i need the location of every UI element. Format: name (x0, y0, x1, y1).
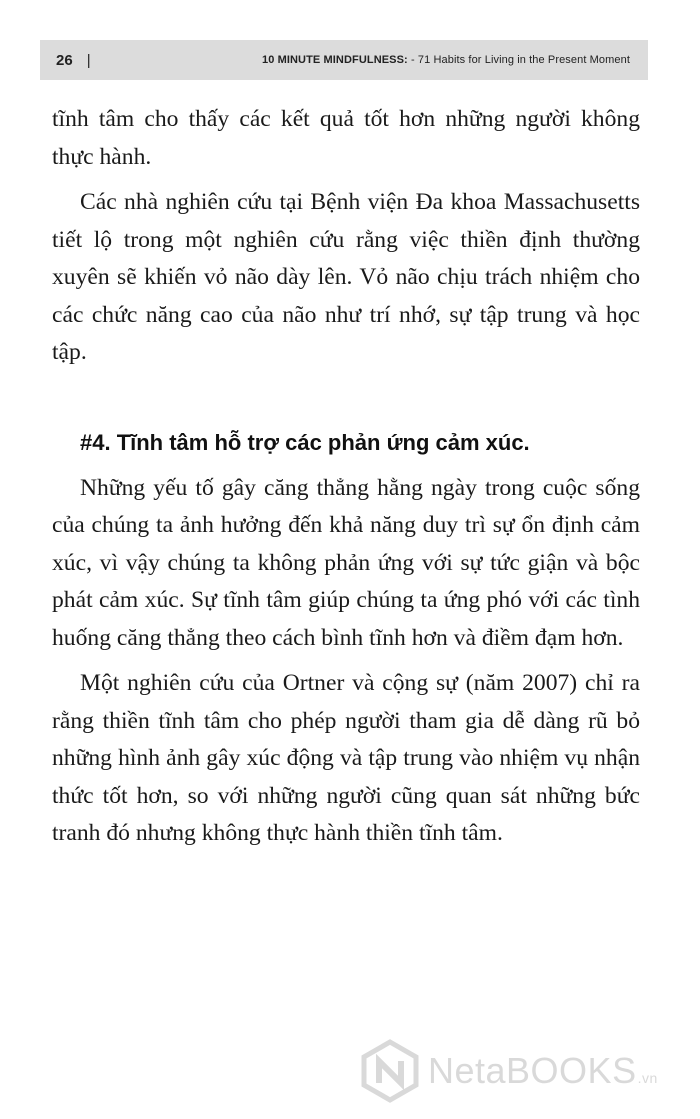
paragraph-continued: tĩnh tâm cho thấy các kết quả tốt hơn những người không thực hành. (52, 106, 640, 170)
book-subtitle: - 71 Habits for Living in the Present Moment (410, 54, 630, 66)
watermark (360, 1036, 690, 1106)
header-separator: | (86, 51, 91, 69)
paragraph-stressors: Những yếu tố gây căng thẳng hằng ngày trong cuộc sống của chúng ta ảnh hưởng đến khả năng duy trì sự ổn định cảm xúc, vì vậy chúng ta không phản ứng với sự tức giận và bộc phát cảm xúc. Sự tĩnh tâm giúp chúng ta ứng phó với các tình huống căng thẳng theo cách bình tĩnh hơn và điềm đạm hơn. (52, 474, 640, 651)
page-body (52, 101, 640, 853)
running-title (262, 54, 630, 66)
paragraph-massachusetts-study: Các nhà nghiên cứu tại Bệnh viện Đa khoa Massachusetts tiết lộ trong một nghiên cứu rằng việc thiền định thường xuyên sẽ khiến vỏ não dày lên. Vỏ não chịu trách nhiệm cho các chức năng cao của não như trí nhớ, sự tập trung và học tập. (52, 189, 640, 365)
paragraph-ortner-study: Một nghiên cứu của Ortner và cộng sự (năm 2007) chỉ ra rằng thiền tĩnh tâm cho phép người tham gia dễ dàng rũ bỏ những hình ảnh gây xúc động và tập trung vào nhiệm vụ nhận thức tốt hơn, so với những người cũng quan sát những bức tranh đó nhưng không thực hành thiền tĩnh tâm. (52, 670, 640, 846)
page-number: 26 (56, 51, 73, 69)
netabooks-logo-icon (360, 1039, 420, 1103)
running-header (40, 40, 648, 80)
watermark-brand: NetaBOOKS.vn (428, 1050, 658, 1091)
section-heading: #4. Tĩnh tâm hỗ trợ các phản ứng cảm xúc. (80, 429, 530, 455)
book-title: 10 MINUTE MINDFULNESS: (262, 54, 408, 66)
watermark-suffix: .vn (637, 1070, 658, 1086)
